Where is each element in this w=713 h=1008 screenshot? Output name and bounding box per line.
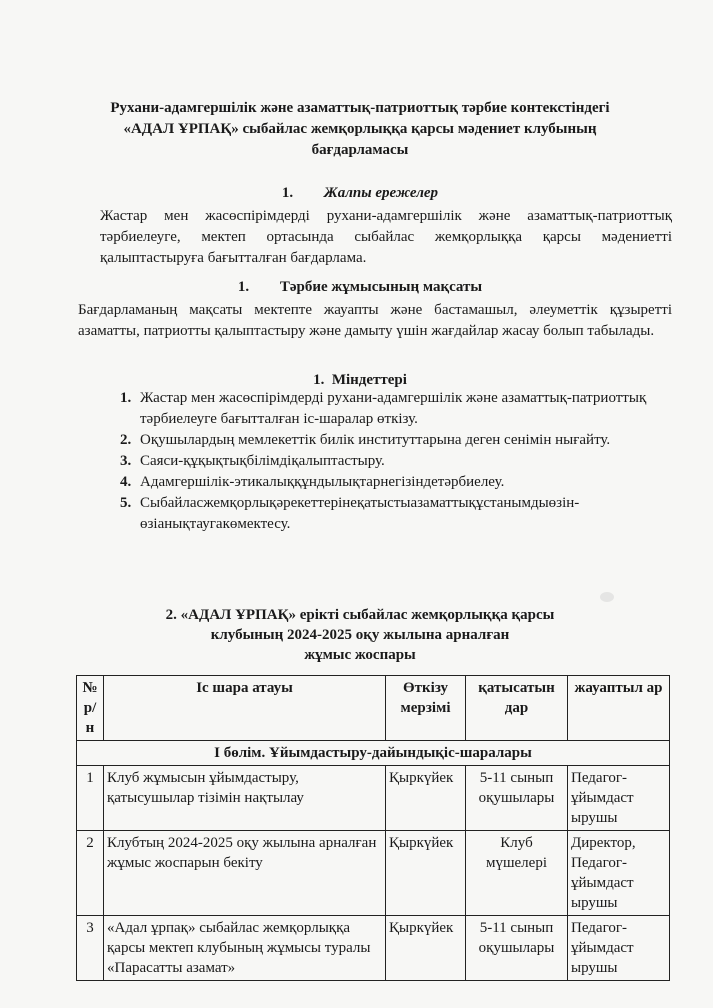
plan-title-line-3: жұмыс жоспары — [304, 647, 416, 663]
row-date: Қыркүйек — [386, 916, 466, 981]
list-item: 5. Сыбайласжемқорлықәрекеттерінеқатыстыазаматтықұстанымдыөзін-өзіанықтаугакөмектесу. — [120, 495, 580, 532]
row-event-name: «Адал ұрпақ» сыбайлас жемқорлыққа қарсы мектеп клубының жұмысы туралы «Парасатты азамат» — [104, 916, 386, 981]
row-participants: 5-11 сынып оқушылары — [466, 916, 568, 981]
section-title: Жалпы ережелер — [323, 185, 439, 201]
section-number: 1. — [313, 372, 325, 388]
header-participants: қатысатын дар — [466, 676, 568, 741]
list-item: 1. Жастар мен жасөспірімдерді рухани-адамгершілік және азаматтық-патриоттық тәрбиелеуге бағытталған іс-шаралар өткізу. — [120, 390, 647, 427]
scan-speck — [600, 592, 614, 602]
section-title: Тәрбие жұмысының мақсаты — [279, 279, 483, 295]
row-number: 1 — [77, 766, 104, 831]
table-row — [77, 916, 670, 981]
row-responsible: Директор, Педагог-ұйымдаст ырушы — [568, 831, 670, 916]
list-item: 3. Саяси-құқықтықбілімдіқалыптастыру. — [120, 453, 385, 469]
row-date: Қыркүйек — [386, 831, 466, 916]
row-event-name: Клуб жұмысын ұйымдастыру, қатысушылар тізімін нақтылау — [104, 766, 386, 831]
row-number: 3 — [77, 916, 104, 981]
title-line-3: бағдарламасы — [311, 142, 409, 158]
section-general-text: Жастар мен жасөспірімдерді рухани-адамгершілік және азаматтық-патриоттық тәрбиелеуге, мектеп ортасында сыбайлас жемқорлыққа қарсы мәдениетті қалыптастыруға бағытталған бағдарлама. — [100, 208, 672, 266]
title-line-1: Рухани-адамгершілік және азаматтық-патриоттық тәрбие контекстіндегі — [110, 100, 610, 116]
section-general-heading — [60, 183, 660, 203]
title-line-2: «АДАЛ ҰРПАҚ» сыбайлас жемқорлыққа қарсы мәдениет клубының — [123, 121, 597, 137]
plan-title-line-1: 2. «АДАЛ ҰРПАҚ» ерікті сыбайлас жемқорлыққа қарсы — [165, 607, 555, 623]
row-participants: 5-11 сынып оқушылары — [466, 766, 568, 831]
work-plan-table — [76, 675, 670, 981]
row-event-name: Клубтың 2024-2025 оқу жылына арналған жұмыс жоспарын бекіту — [104, 831, 386, 916]
row-responsible: Педагог-ұйымдаст ырушы — [568, 766, 670, 831]
row-responsible: Педагог-ұйымдаст ырушы — [568, 916, 670, 981]
list-item: 2. Оқушылардың мемлекеттік билік институттарына деген сенімін нығайту. — [120, 432, 611, 448]
section-tasks-heading — [60, 370, 660, 390]
tasks-list — [120, 388, 680, 535]
row-number: 2 — [77, 831, 104, 916]
section-goal-text: Бағдарламаның мақсаты мектепте жауапты және бастамашыл, әлеуметтік құзыретті азаматты, патриотты қалыптастыру және дамыту үшін жағдайлар жасау болып табылады. — [78, 302, 672, 339]
header-event-name: Іс шара атауы — [104, 676, 386, 741]
row-date: Қыркүйек — [386, 766, 466, 831]
row-participants: Клуб мүшелері — [466, 831, 568, 916]
section-number: 1. — [281, 185, 294, 201]
section-title: Міндеттері — [331, 372, 407, 388]
list-item: 4. Адамгершілік-этикалыққұндылықтарнегізіндетәрбиелеу. — [120, 474, 505, 490]
plan-title-line-2: клубының 2024-2025 оқу жылына арналған — [210, 627, 510, 643]
header-number: № р/н — [77, 676, 104, 741]
table-row — [77, 831, 670, 916]
table-section-row — [77, 741, 670, 766]
header-responsible: жауаптыл ар — [568, 676, 670, 741]
document-title — [60, 98, 660, 161]
section-goal-heading — [60, 277, 660, 297]
table-row — [77, 766, 670, 831]
plan-title — [120, 605, 600, 665]
section-row-label: І бөлім. Ұйымдастыру-дайындықіс-шаралары — [77, 741, 670, 766]
header-date: Өткізу мерзімі — [386, 676, 466, 741]
table-header-row — [77, 676, 670, 741]
section-number: 1. — [237, 279, 250, 295]
